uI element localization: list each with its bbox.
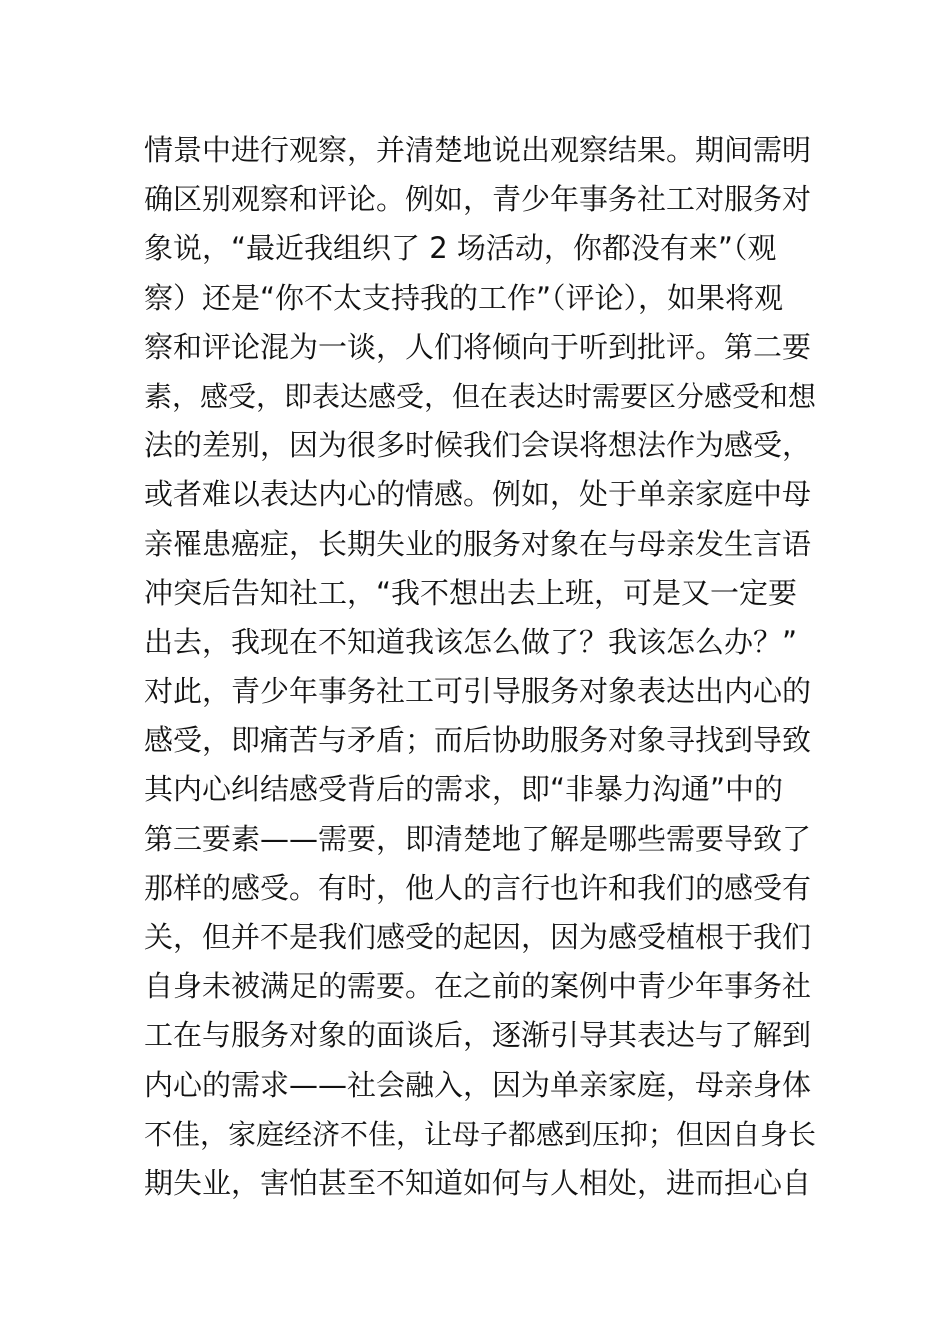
- text-line: 亲罹患癌症，长期失业的服务对象在与母亲发生言语: [144, 526, 812, 561]
- text-line: 素，感受，即表达感受，但在表达时需要区分感受和想: [144, 379, 817, 413]
- text-line: 察）还是“你不太支持我的工作”（评论），如果将观: [144, 280, 784, 315]
- text-line: 感受，即痛苦与矛盾；而后协助服务对象寻找到导致: [144, 723, 812, 758]
- text-line: 象说，“最近我组织了 2 场活动，你都没有来”（观: [144, 231, 777, 266]
- text-line: 情景中进行观察，并清楚地说出观察结果。期间需明: [144, 133, 812, 167]
- text-line: 不佳，家庭经济不佳，让母子都感到压抑；但因自身长: [144, 1117, 817, 1151]
- text-line: 自身未被满足的需要。在之前的案例中青少年事务社: [144, 969, 812, 1004]
- text-line: 对此，青少年事务社工可引导服务对象表达出内心的: [144, 674, 812, 709]
- text-line: 冲突后告知社工，“我不想出去上班，可是又一定要: [144, 575, 798, 610]
- text-line: 察和评论混为一谈，人们将倾向于听到批评。第二要: [144, 329, 812, 364]
- text-line: 出去，我现在不知道我该怎么做了？我该怎么办？”: [144, 624, 798, 659]
- text-line: 期失业，害怕甚至不知道如何与人相处，进而担心自: [144, 1165, 812, 1200]
- text-line: 关，但并不是我们感受的起因，因为感受植根于我们: [144, 920, 812, 954]
- text-line: 其内心纠结感受背后的需求，即“非暴力沟通”中的: [144, 772, 784, 807]
- text-line: 工在与服务对象的面谈后，逐渐引导其表达与了解到: [144, 1018, 812, 1053]
- text-line: 内心的需求——社会融入，因为单亲家庭，母亲身体: [144, 1067, 812, 1102]
- body-paragraph: [144, 126, 824, 1208]
- text-line: 或者难以表达内心的情感。例如，处于单亲家庭中母: [144, 477, 812, 512]
- text-line: 那样的感受。有时，他人的言行也许和我们的感受有: [144, 870, 812, 905]
- text-line: 法的差别，因为很多时候我们会误将想法作为感受，: [144, 428, 812, 463]
- text-line: 第三要素——需要，即清楚地了解是哪些需要导致了: [144, 821, 812, 856]
- text-line: 确区别观察和评论。例如，青少年事务社工对服务对: [144, 182, 812, 217]
